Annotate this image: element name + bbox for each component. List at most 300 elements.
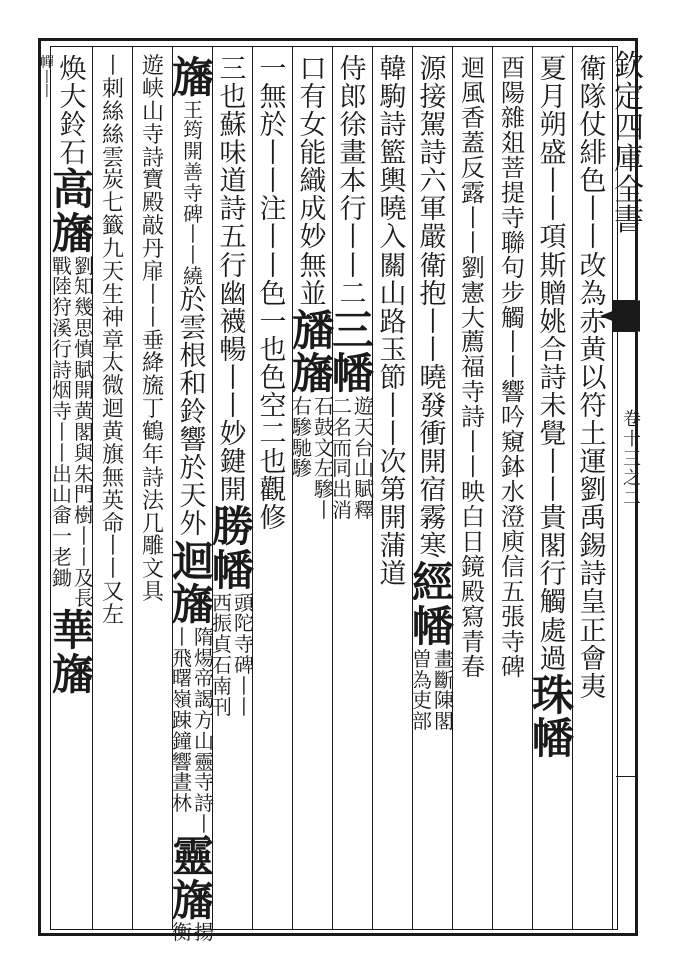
glyph: 台	[354, 435, 374, 460]
column-rule	[452, 46, 453, 930]
glyph: 丨	[461, 228, 485, 257]
glyph: 日	[461, 528, 485, 557]
glyph: 定	[614, 79, 644, 115]
glyph: 籤	[101, 214, 124, 240]
glyph: 香	[461, 103, 485, 132]
glyph: 丨	[539, 194, 567, 226]
glyph: 以	[579, 362, 607, 394]
glyph: 馳	[292, 435, 312, 460]
glyph: 長	[74, 586, 94, 611]
glyph: 年	[141, 442, 164, 468]
glyph: 嶺	[172, 687, 192, 712]
glyph: 丨	[461, 203, 485, 232]
glyph: 接	[419, 82, 447, 114]
glyph: 女	[299, 110, 327, 142]
glyph: 於	[179, 453, 207, 485]
glyph: 宿	[419, 475, 447, 507]
glyph: 丨	[539, 447, 567, 479]
glyph: 陀	[234, 611, 254, 636]
glyph: 鐘	[172, 728, 192, 753]
glyph: 一	[52, 524, 72, 549]
glyph: 妙	[299, 222, 327, 254]
annotation	[292, 396, 312, 521]
glyph: 幡	[332, 349, 375, 399]
glyph: 成	[299, 194, 327, 226]
glyph: 觸	[539, 587, 567, 619]
text-column-2	[532, 54, 575, 916]
glyph: 注	[259, 194, 287, 226]
glyph: 扉	[141, 259, 164, 285]
glyph: 旛	[52, 208, 95, 258]
glyph: 口	[299, 54, 327, 85]
glyph: 開	[74, 378, 94, 403]
glyph: 贈	[539, 278, 567, 310]
glyph: 句	[501, 253, 525, 282]
glyph: 幾	[74, 295, 94, 320]
glyph: 玉	[379, 334, 407, 366]
glyph: 山	[379, 278, 407, 310]
glyph: 丨	[339, 250, 367, 282]
glyph: 出	[332, 477, 352, 502]
glyph: 丨	[52, 440, 72, 465]
glyph: 知	[74, 274, 94, 299]
glyph: 水	[501, 478, 525, 507]
glyph: 幝	[40, 55, 54, 71]
glyph: 襪	[219, 306, 247, 338]
glyph: 青	[461, 627, 485, 656]
glyph: 垂	[141, 328, 164, 354]
glyph: 丨	[501, 328, 525, 357]
glyph: 丨	[501, 353, 525, 382]
glyph: 殿	[461, 578, 485, 607]
text-column-14	[52, 54, 95, 916]
glyph: 觸	[501, 303, 525, 332]
glyph: 外	[179, 509, 207, 541]
glyph: 方	[194, 708, 214, 733]
glyph: 七	[101, 191, 124, 217]
glyph: 一	[259, 54, 287, 85]
glyph: 提	[501, 178, 525, 207]
glyph: 靈	[194, 749, 214, 774]
glyph: 衛	[419, 250, 447, 282]
glyph: 修	[259, 503, 287, 535]
glyph: 絲	[101, 122, 124, 148]
glyph: 覺	[539, 419, 567, 451]
annotation	[234, 590, 254, 719]
glyph: 丨	[101, 54, 124, 79]
glyph: 旛	[52, 649, 95, 699]
annotation	[52, 253, 72, 610]
glyph: 丨	[141, 305, 164, 331]
annotation	[212, 590, 232, 719]
glyph: 黄	[101, 420, 124, 445]
annotation	[74, 253, 94, 611]
glyph: 丨	[172, 624, 192, 649]
annotation	[194, 624, 214, 837]
glyph: 珠	[532, 670, 575, 720]
column-text	[60, 56, 87, 168]
column-rule	[532, 46, 533, 930]
glyph: 命	[101, 511, 124, 537]
glyph: 丨	[259, 222, 287, 254]
glyph: 行	[52, 336, 72, 361]
glyph: 十	[623, 428, 641, 450]
glyph: 丨	[539, 475, 567, 507]
glyph: 詩	[461, 403, 485, 432]
glyph: 法	[141, 488, 164, 514]
glyph: 色	[579, 166, 607, 198]
entry-heading	[172, 53, 215, 102]
glyph: 遊	[354, 394, 374, 419]
glyph: 月	[539, 82, 567, 114]
glyph: 天	[354, 414, 374, 439]
glyph: 空	[259, 390, 287, 422]
glyph: 霧	[419, 503, 447, 535]
glyph: 驂	[292, 456, 312, 481]
glyph: 釋	[354, 498, 374, 523]
glyph: 煬	[194, 645, 214, 670]
glyph: 三	[219, 54, 247, 85]
glyph: 丨	[219, 362, 247, 394]
glyph: 山	[52, 482, 72, 507]
glyph: 赤	[579, 306, 607, 338]
column-text	[179, 284, 207, 541]
glyph: 庫	[614, 141, 644, 177]
glyph: 詩	[219, 194, 247, 226]
glyph: 五	[219, 222, 247, 254]
glyph: 南	[212, 673, 232, 698]
glyph: 旗	[101, 442, 124, 468]
glyph: 會	[579, 643, 607, 675]
glyph: 神	[101, 305, 124, 331]
glyph: 也	[219, 82, 247, 114]
entry-heading	[412, 558, 455, 652]
book-title	[612, 49, 646, 239]
glyph: 道	[219, 166, 247, 198]
glyph: 四	[614, 110, 644, 146]
column-rule	[412, 46, 413, 930]
column-text	[300, 56, 327, 309]
glyph: 狩	[52, 295, 72, 320]
glyph: 寺	[183, 180, 203, 205]
glyph: 文	[141, 557, 164, 583]
glyph: 曉	[379, 194, 407, 226]
glyph: 劉	[579, 475, 607, 507]
annotation	[314, 396, 334, 521]
glyph: 踈	[172, 708, 192, 733]
glyph: 斷	[434, 667, 454, 692]
glyph: 嚴	[419, 222, 447, 254]
column-text	[461, 56, 485, 680]
glyph: 及	[74, 565, 94, 590]
glyph: 畲	[52, 503, 72, 528]
glyph: 福	[461, 353, 485, 382]
glyph: 駒	[379, 82, 407, 114]
glyph: 山	[141, 99, 164, 125]
glyph: 繞	[183, 264, 203, 289]
glyph: 衝	[419, 419, 447, 451]
glyph: 畫	[339, 138, 367, 170]
glyph: 貞	[212, 632, 232, 657]
column-text	[580, 56, 607, 702]
glyph: 行	[219, 250, 247, 282]
glyph: 閣	[539, 531, 567, 563]
glyph: 寺	[501, 627, 525, 656]
glyph: 色	[259, 362, 287, 394]
glyph: 菩	[501, 153, 525, 182]
glyph: 籃	[379, 138, 407, 170]
glyph: 行	[539, 559, 567, 591]
glyph: 幡	[212, 545, 255, 595]
glyph: 鈴	[59, 110, 87, 142]
glyph: 五	[501, 578, 525, 607]
glyph: 旛	[292, 349, 335, 399]
glyph: 生	[101, 282, 124, 308]
glyph: 丨	[194, 812, 214, 837]
glyph: 閣	[74, 420, 94, 445]
glyph: 石	[212, 652, 232, 677]
glyph: 窺	[501, 428, 525, 457]
glyph: 烟	[52, 378, 72, 403]
glyph: 路	[379, 306, 407, 338]
glyph: 焕	[59, 54, 87, 85]
glyph: 吏	[412, 688, 432, 713]
annotation	[172, 922, 192, 943]
glyph: 而	[332, 435, 352, 460]
glyph: 靈	[172, 831, 215, 881]
glyph: 刊	[212, 694, 232, 719]
glyph: 華	[52, 606, 95, 656]
glyph: 碑	[234, 652, 254, 677]
glyph: 詩	[52, 357, 72, 382]
glyph: 曉	[419, 362, 447, 394]
glyph: 右	[292, 394, 312, 419]
glyph: 旒	[141, 374, 164, 400]
glyph: 高	[52, 165, 95, 215]
glyph: 符	[579, 390, 607, 422]
glyph: 寒	[419, 531, 447, 563]
glyph: 寺	[52, 399, 72, 424]
glyph: 發	[419, 390, 447, 422]
glyph: 蓋	[461, 128, 485, 157]
glyph: 於	[179, 284, 207, 316]
glyph: 無	[299, 250, 327, 282]
glyph: 軍	[419, 194, 447, 226]
glyph: 行	[339, 194, 367, 226]
glyph: 善	[183, 160, 203, 185]
glyph: 鉢	[501, 453, 525, 482]
glyph: 丨	[40, 69, 54, 86]
glyph: 陽	[501, 78, 525, 107]
glyph: 寺	[194, 770, 214, 795]
glyph: 曙	[172, 666, 192, 691]
glyph: 與	[74, 440, 94, 465]
glyph: 朔	[539, 110, 567, 142]
glyph: 石	[314, 394, 334, 419]
glyph: 寺	[234, 632, 254, 657]
entry-heading	[332, 305, 375, 399]
glyph: 開	[219, 475, 247, 507]
glyph: 郎	[339, 82, 367, 114]
glyph: 項	[539, 222, 567, 254]
column-rule	[252, 46, 253, 930]
glyph: 絳	[141, 351, 164, 377]
glyph: 有	[299, 82, 327, 114]
glyph: 丹	[141, 237, 164, 262]
glyph: 駕	[419, 110, 447, 142]
glyph: 處	[539, 615, 567, 647]
glyph: 庾	[501, 528, 525, 557]
glyph: 蒲	[379, 531, 407, 563]
glyph: 映	[461, 478, 485, 507]
text-column-7	[332, 54, 375, 916]
glyph: 寺	[141, 122, 164, 148]
text-column-12	[134, 56, 172, 916]
glyph: 丨	[40, 84, 54, 101]
entry-heading	[532, 670, 575, 764]
glyph: 鶴	[141, 420, 164, 445]
glyph: 名	[332, 414, 352, 439]
glyph: 徐	[339, 110, 367, 142]
glyph: 寫	[461, 602, 485, 631]
glyph: 鏡	[461, 553, 485, 582]
glyph: 開	[183, 139, 203, 164]
glyph: 於	[259, 110, 287, 142]
glyph: 能	[299, 138, 327, 170]
glyph: 節	[379, 362, 407, 394]
glyph: 炭	[101, 168, 124, 194]
glyph: 同	[332, 456, 352, 481]
glyph: 具	[141, 580, 164, 606]
glyph: 無	[101, 465, 124, 491]
glyph: 觀	[259, 475, 287, 507]
glyph: 運	[579, 447, 607, 479]
entry-heading	[292, 305, 335, 399]
column-text	[540, 56, 567, 674]
glyph: 次	[379, 447, 407, 479]
glyph: 鋤	[52, 565, 72, 590]
glyph: 畫	[434, 646, 454, 671]
glyph: 響	[501, 378, 525, 407]
glyph: 陳	[434, 688, 454, 713]
glyph: 道	[379, 559, 407, 591]
glyph: 詩	[419, 138, 447, 170]
glyph: 暢	[219, 334, 247, 366]
glyph: 大	[59, 82, 87, 114]
glyph: 也	[259, 334, 287, 366]
glyph: 丨	[141, 282, 164, 308]
glyph: 二	[259, 419, 287, 451]
glyph: 酉	[501, 54, 525, 82]
column-text	[501, 56, 525, 680]
glyph: 太	[101, 351, 124, 377]
entry-heading	[172, 536, 215, 630]
glyph: 爼	[501, 128, 525, 157]
text-column-11	[172, 53, 215, 945]
glyph: 雜	[501, 103, 525, 132]
glyph: 丨	[579, 194, 607, 226]
glyph: 味	[219, 138, 247, 170]
column-text	[260, 505, 287, 533]
glyph: 關	[379, 250, 407, 282]
glyph: 鈴	[179, 397, 207, 429]
glyph: 未	[539, 390, 567, 422]
glyph: 姚	[539, 306, 567, 338]
glyph: 丨	[183, 222, 203, 247]
glyph: 開	[419, 447, 447, 479]
glyph: 詩	[141, 465, 164, 491]
glyph: 部	[412, 709, 432, 734]
glyph: 文	[314, 435, 334, 460]
annotation	[194, 922, 214, 943]
glyph: 風	[461, 78, 485, 107]
entry-heading	[52, 606, 95, 699]
glyph: 六	[419, 166, 447, 198]
glyph: 禹	[579, 503, 607, 535]
entry-heading	[212, 502, 255, 595]
glyph: 殿	[141, 191, 164, 217]
column-text	[142, 56, 164, 605]
glyph: 貴	[539, 503, 567, 535]
glyph: 九	[101, 237, 124, 262]
glyph: 謁	[194, 687, 214, 712]
glyph: 英	[101, 488, 124, 514]
glyph: 為	[412, 667, 432, 692]
glyph: 旙	[292, 305, 335, 355]
glyph: 消	[332, 498, 352, 523]
glyph: 丨	[52, 420, 72, 445]
glyph: 雕	[141, 534, 164, 560]
glyph: 三	[332, 305, 375, 355]
glyph: 晝	[172, 770, 192, 795]
text-column-10	[212, 54, 255, 916]
glyph: 碑	[501, 652, 525, 681]
glyph: 衡	[172, 920, 192, 945]
glyph: 丨	[74, 544, 94, 569]
glyph: 曽	[412, 646, 432, 671]
glyph: 薦	[461, 328, 485, 357]
glyph: 慎	[74, 336, 94, 361]
glyph: 寺	[461, 378, 485, 407]
glyph: 色	[259, 278, 287, 310]
glyph: 石	[59, 138, 87, 170]
glyph: 筠	[183, 118, 203, 143]
glyph: 合	[539, 334, 567, 366]
glyph: 妙	[219, 419, 247, 451]
glyph: 飛	[172, 645, 192, 670]
glyph: 迴	[172, 536, 215, 586]
glyph: 左	[101, 603, 124, 628]
glyph: 閣	[434, 709, 454, 734]
glyph: 西	[212, 590, 232, 615]
glyph: 山	[194, 728, 214, 753]
glyph: 寶	[141, 168, 164, 194]
glyph: 侍	[339, 54, 367, 85]
glyph: 丨	[101, 557, 124, 583]
glyph: 本	[339, 166, 367, 198]
glyph: 也	[259, 447, 287, 479]
glyph: 几	[141, 511, 164, 537]
glyph: 王	[183, 97, 203, 122]
glyph: 和	[179, 369, 207, 401]
glyph: 遊	[141, 54, 164, 79]
glyph: 丁	[141, 397, 164, 423]
glyph: 黄	[74, 399, 94, 424]
glyph: 丨	[259, 250, 287, 282]
annotation	[354, 396, 374, 521]
glyph: 之	[623, 468, 641, 490]
glyph: 幡	[532, 714, 575, 764]
